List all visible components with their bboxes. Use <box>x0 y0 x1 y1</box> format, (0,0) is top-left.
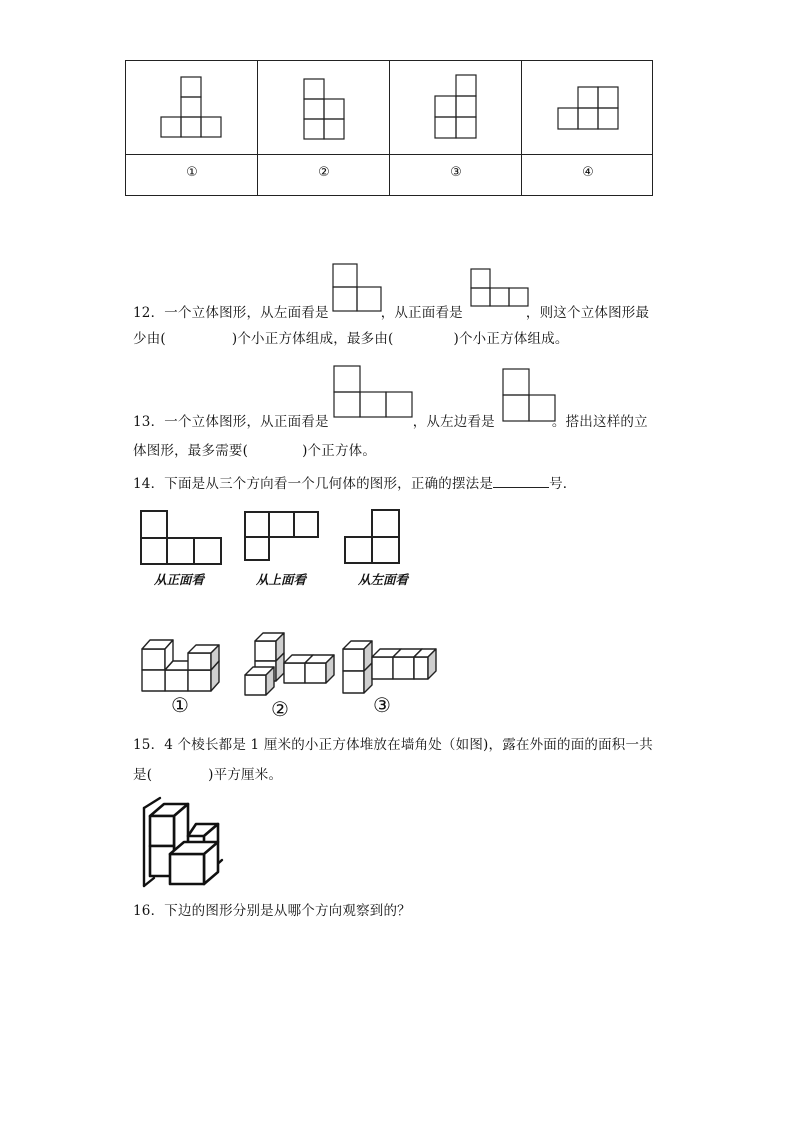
option-number: ② <box>271 697 289 721</box>
view-caption: 从正面看 <box>154 572 205 587</box>
q15-line2 <box>133 765 282 785</box>
q14-option-1-solid <box>138 632 233 694</box>
table-label: ④ <box>582 165 594 180</box>
view-figure-4 <box>522 61 654 154</box>
q14-text: 14．下面是从三个方向看一个几何体的图形，正确的摆法是 <box>133 476 494 492</box>
q14-option-3-solid <box>340 636 435 696</box>
q12-line1 <box>133 303 649 323</box>
option-number: ③ <box>373 693 391 717</box>
table-label: ③ <box>450 165 462 180</box>
q13-line1 <box>133 412 648 432</box>
q14-line <box>133 474 576 494</box>
q13-text: 体图形，最多需要( <box>133 443 249 459</box>
q15-corner-stack <box>138 796 228 891</box>
view-figure-3 <box>390 61 522 154</box>
q14-top-view <box>244 511 322 561</box>
view-caption: 从左面看 <box>358 572 409 587</box>
q12-text: )个小正方体组成。 <box>453 331 569 347</box>
views-table <box>125 60 653 196</box>
q12-line2 <box>133 329 569 349</box>
q14-left-view <box>343 509 403 565</box>
q14-text: 号． <box>549 476 577 492</box>
q12-text: 12．一个立体图形，从左面看是 <box>133 305 329 321</box>
q16-line: 16．下边的图形分别是从哪个方向观察到的？ <box>133 903 411 919</box>
q13-text: ，从左边看是 <box>412 414 495 430</box>
q12-front-view <box>470 268 530 308</box>
q15-text: 是( <box>133 767 153 783</box>
q15-text: )平方厘米。 <box>208 767 283 783</box>
q15-line1: 15．4 个棱长都是 1 厘米的小正方体堆放在墙角处（如图)，露在外面的面的面积一共 <box>133 737 653 753</box>
view-figure-2 <box>258 61 390 154</box>
q12-text: )个小正方体组成，最多由( <box>231 331 394 347</box>
table-divider <box>126 154 652 155</box>
q14-option-2-solid <box>241 630 331 698</box>
view-caption: 从上面看 <box>256 572 307 587</box>
q12-text: ，则这个立体图形最 <box>525 305 650 321</box>
option-number: ① <box>171 693 189 717</box>
q13-text: 。搭出这样的立 <box>551 414 648 430</box>
q14-front-view <box>140 510 224 566</box>
q12-text: 少由( <box>133 331 166 347</box>
q13-text: 13．一个立体图形，从正面看是 <box>133 414 329 430</box>
table-label: ② <box>318 165 330 180</box>
table-label: ① <box>186 165 198 180</box>
q13-text: )个正方体。 <box>302 443 377 459</box>
q13-line2 <box>133 441 376 461</box>
q12-text: ，从正面看是 <box>380 305 463 321</box>
answer-blank[interactable] <box>493 474 549 488</box>
view-figure-1 <box>126 61 258 154</box>
